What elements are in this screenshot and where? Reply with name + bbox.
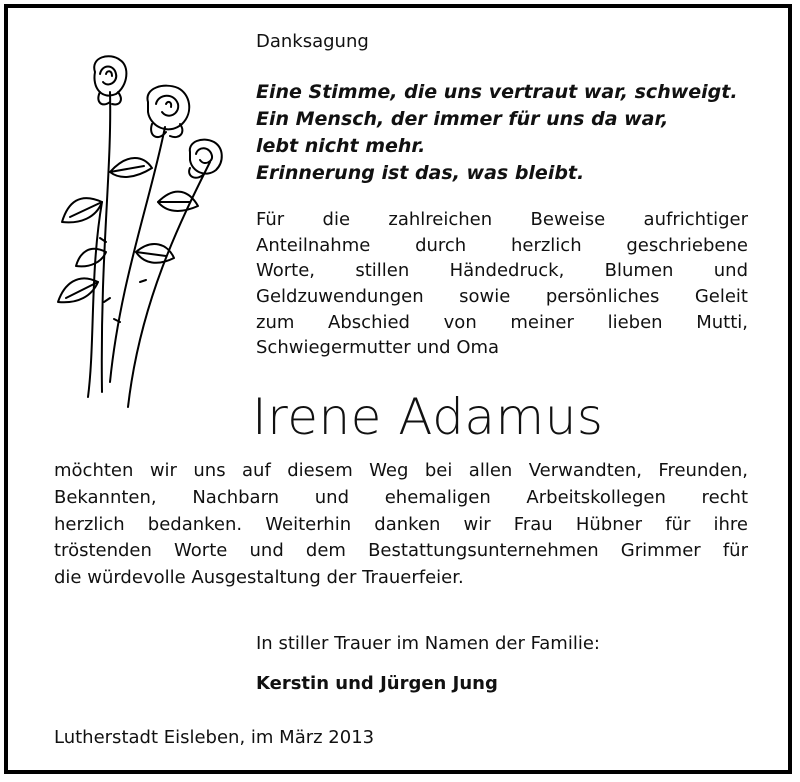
paragraph-line: Für die zahlreichen Beweise aufrichtiger	[256, 209, 748, 230]
thanks-body-paragraph	[54, 458, 748, 592]
roses-illustration-icon	[40, 52, 240, 412]
notice-heading: Danksagung	[256, 31, 369, 52]
paragraph-line: Anteilnahme durch herzlich geschriebene	[256, 234, 748, 256]
paragraph-line: Worte, stillen Händedruck, Blumen und	[256, 260, 748, 282]
paragraph-line: Bekannten, Nachbarn und ehemaligen Arbeitskollegen recht	[54, 486, 748, 508]
poem-line: lebt nicht mehr.	[256, 135, 426, 157]
paragraph-line: tröstenden Worte und dem Bestattungsunternehmen Grimmer für	[54, 540, 748, 562]
paragraph-line: Geldzuwendungen sowie persönliches Geleit	[256, 286, 748, 308]
memorial-poem	[256, 79, 738, 187]
thanks-intro-paragraph	[256, 207, 748, 361]
paragraph-line: möchten wir uns auf diesem Weg bei allen Verwandten, Freunden,	[54, 460, 748, 481]
deceased-name: Irene Adamus	[252, 388, 604, 446]
family-signature: Kerstin und Jürgen Jung	[256, 673, 498, 694]
poem-line: Erinnerung ist das, was bleibt.	[256, 162, 585, 184]
mourning-line: In stiller Trauer im Namen der Familie:	[256, 633, 600, 654]
poem-line: Eine Stimme, die uns vertraut war, schweigt.	[256, 81, 738, 103]
paragraph-line: Schwiegermutter und Oma	[256, 337, 500, 359]
paragraph-line: herzlich bedanken. Weiterhin danken wir Frau Hübner für ihre	[54, 513, 748, 535]
poem-line: Ein Mensch, der immer für uns da war,	[256, 108, 669, 130]
paragraph-line: die würdevolle Ausgestaltung der Trauerfeier.	[54, 567, 464, 589]
place-and-date: Lutherstadt Eisleben, im März 2013	[54, 727, 375, 748]
paragraph-line: zum Abschied von meiner lieben Mutti,	[256, 311, 748, 333]
